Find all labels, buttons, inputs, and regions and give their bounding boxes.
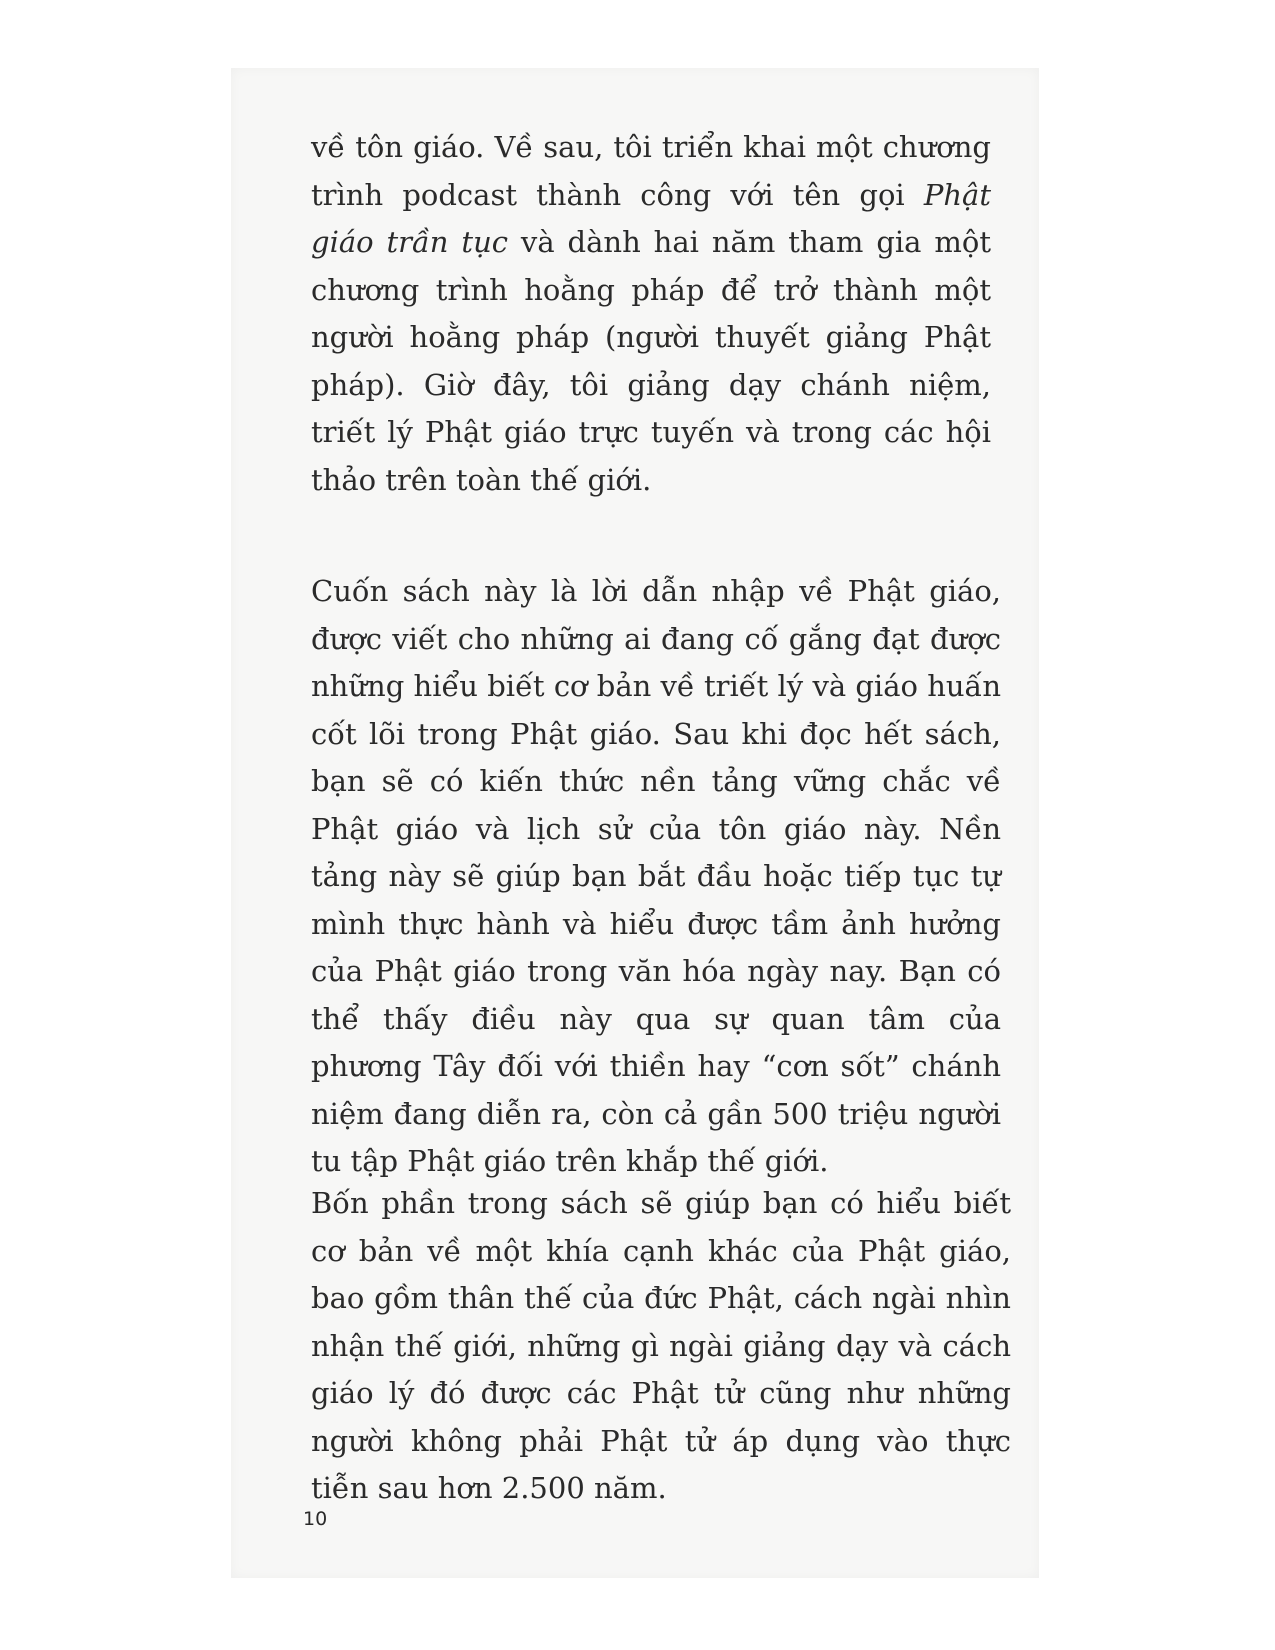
paragraph-3: Bốn phần trong sách sẽ giúp bạn có hiểu biết cơ bản về một khía cạnh khác của Phật giáo, bao gồm thân thế của đức Phật, cách ngài nhìn nhận thế giới, những gì ngài giảng dạy và cách giáo lý đó được các Phật tử cũng như những người không phải Phật tử áp dụng vào thực tiễn sau hơn 2.500 năm. <box>311 1186 1011 1505</box>
paragraph-1-text-end: và dành hai năm tham gia một chương trình hoằng pháp để trở thành một người hoằng pháp (người thuyết giảng Phật pháp). Giờ đây, tôi giảng dạy chánh niệm, triết lý Phật giáo trực tuyến và trong các hội thảo trên toàn thế giới. <box>311 225 991 497</box>
podcast-title-italic: Phật giáo trần tục <box>311 177 991 259</box>
page-number: 10 <box>303 1508 328 1530</box>
paragraph-2: Cuốn sách này là lời dẫn nhập về Phật giáo, được viết cho những ai đang cố gắng đạt được những hiểu biết cơ bản về triết lý và giáo huấn cốt lõi trong Phật giáo. Sau khi đọc hết sách, bạn sẽ có kiến thức nền tảng vững chắc về Phật giáo và lịch sử của tôn giáo này. Nền tảng này sẽ giúp bạn bắt đầu hoặc tiếp tục tự mình thực hành và hiểu được tầm ảnh hưởng của Phật giáo trong văn hóa ngày nay. Bạn có thể thấy điều này qua sự quan tâm của phương Tây đối với thiền hay “cơn sốt” chánh niệm đang diễn ra, còn cả gần 500 triệu người tu tập Phật giáo trên khắp thế giới. <box>311 574 1001 1178</box>
paragraph-1 <box>311 124 991 504</box>
paragraph-1-text-start: về tôn giáo. Về sau, tôi triển khai một chương trình podcast thành công với tên gọi <box>311 130 991 212</box>
book-page <box>231 68 1039 1578</box>
